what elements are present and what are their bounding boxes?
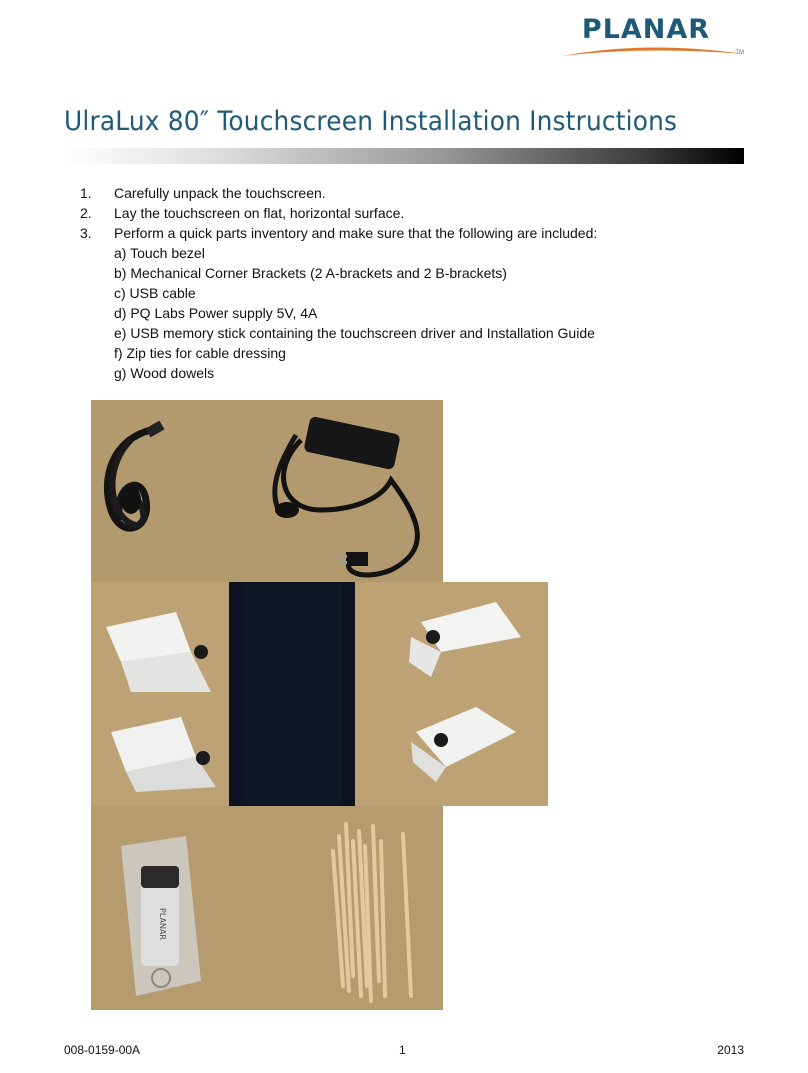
usb-stick-label: PLANAR [158,908,167,940]
page-title: UlraLux 80″ Touchscreen Installation Instructions [64,106,678,137]
photo-accessories [91,806,443,1010]
touch-bezel-icon [229,582,355,806]
parts-inventory [80,243,740,383]
part-item-usb-stick: e) USB memory stick containing the touchscreen driver and Installation Guide [114,325,595,341]
part-item-corner-brackets: b) Mechanical Corner Brackets (2 A-brackets and 2 B-brackets) [114,265,507,281]
list-item [80,223,740,243]
part-item-wood-dowels: g) Wood dowels [114,365,215,381]
part-item-usb-cable: c) USB cable [114,285,196,301]
logo-text: PLANAR [581,14,711,45]
photo-cables [91,400,443,582]
photo-brackets [91,582,548,806]
step-text: Carefully unpack the touchscreen. [114,185,326,201]
part-item-touch-bezel: a) Touch bezel [114,245,205,261]
title-gradient-rule [64,148,744,164]
list-item [80,203,740,223]
footer-year: 2013 [717,1043,744,1057]
part-item-power-supply: d) PQ Labs Power supply 5V, 4A [114,305,318,321]
logo-trademark: TM [735,50,744,56]
instruction-list [80,183,740,383]
list-item [80,183,740,203]
part-item-zip-ties: f) Zip ties for cable dressing [114,345,286,361]
step-text: Perform a quick parts inventory and make sure that the following are included: [114,225,598,241]
footer-doc-number: 008-0159-00A [64,1043,141,1057]
step-number: 2. [80,205,92,221]
planar-logo [556,14,748,64]
step-text: Lay the touchscreen on flat, horizontal surface. [114,205,405,221]
logo-swoosh-icon [556,42,748,60]
step-number: 3. [80,225,92,241]
footer-page-number: 1 [399,1043,406,1057]
step-number: 1. [80,185,92,201]
